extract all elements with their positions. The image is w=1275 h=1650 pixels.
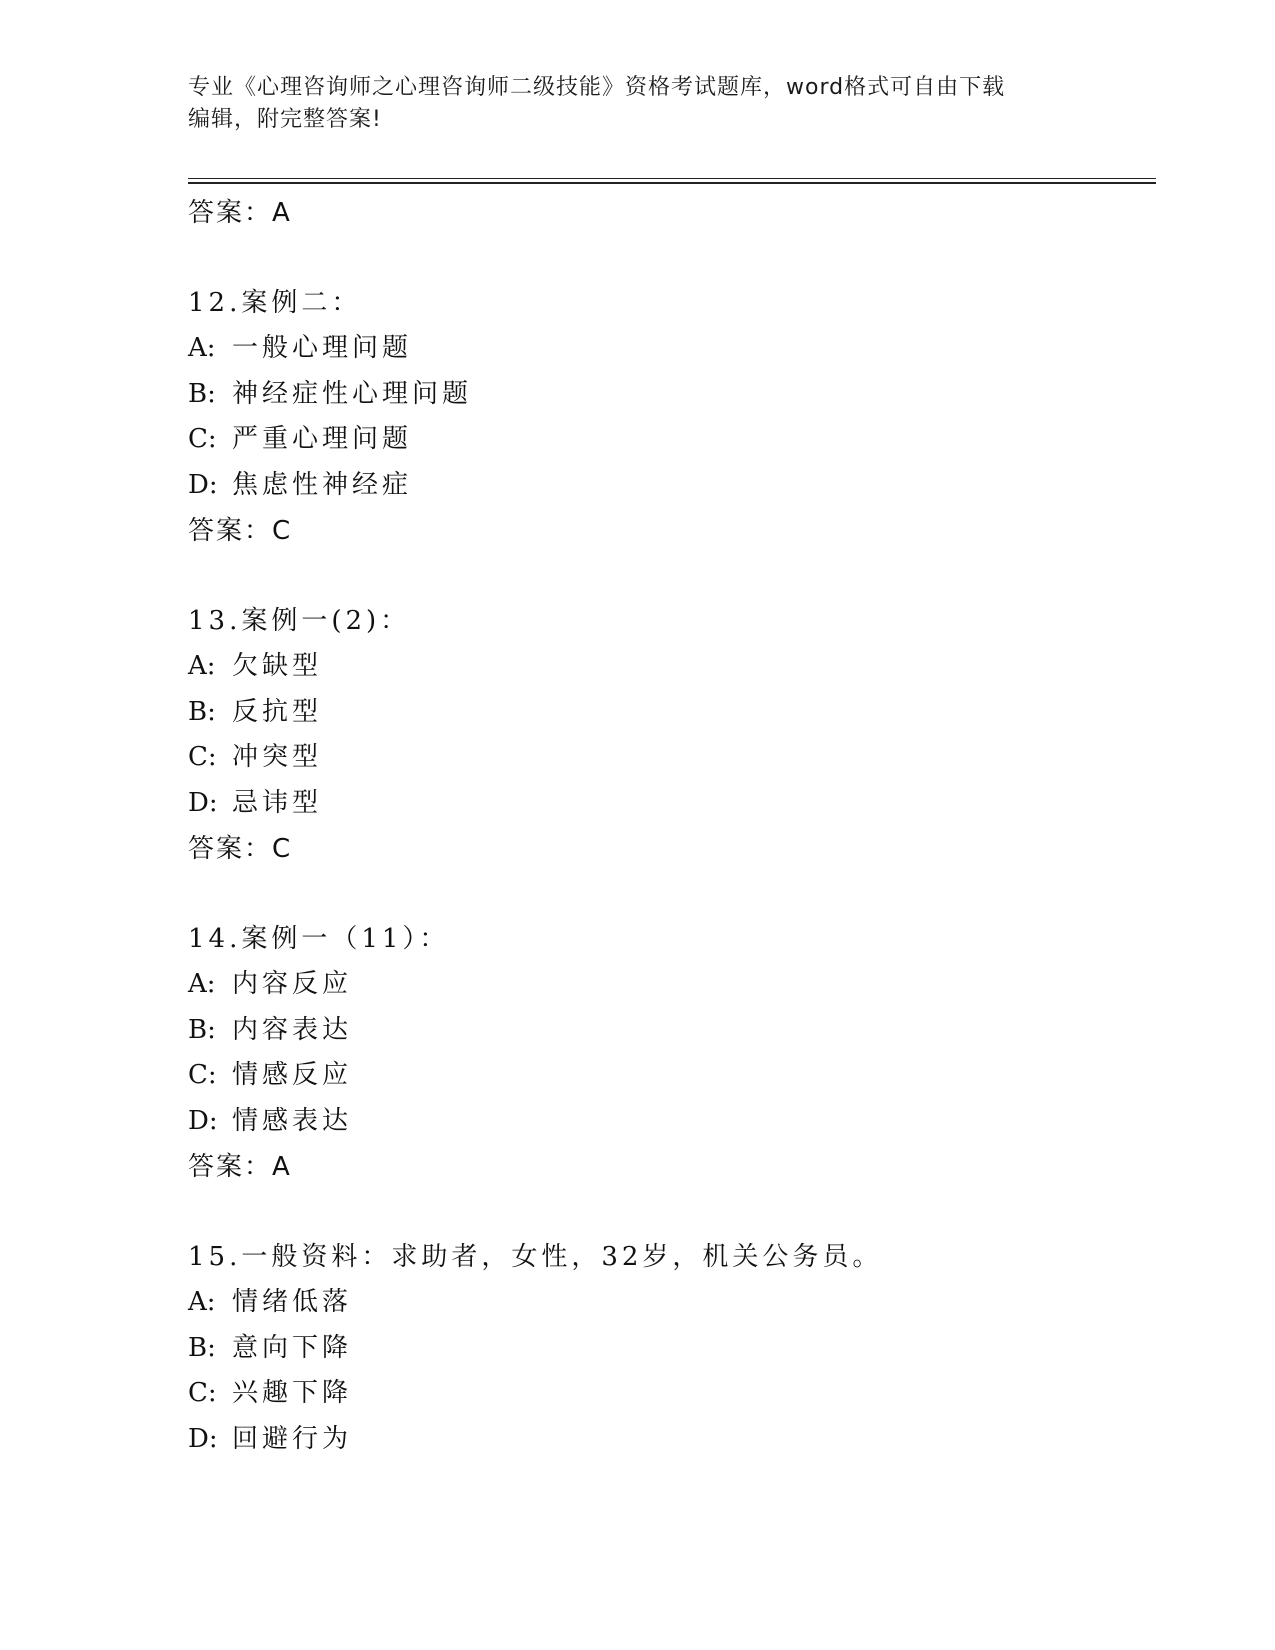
option-letter: D: [188, 469, 218, 500]
option-b [188, 1326, 1148, 1372]
option-letter: C: [188, 742, 217, 772]
option-b [188, 1008, 1148, 1054]
option-a [188, 644, 1148, 690]
answer-line: 答案：A [188, 1152, 292, 1182]
question-title: 13.案例一(2)： [188, 606, 411, 636]
option-text: 内容表达 [232, 1014, 353, 1045]
option-d [188, 1099, 1148, 1145]
question-block [188, 598, 1148, 872]
option-text: 情绪低落 [232, 1287, 353, 1317]
option-text: 反抗型 [232, 696, 323, 727]
option-c [188, 1053, 1148, 1099]
option-text: 欠缺型 [232, 651, 323, 681]
spacer [188, 236, 1148, 280]
option-text: 兴趣下降 [232, 1378, 353, 1408]
answer-line: 答案：A [188, 198, 292, 228]
option-letter: A: [188, 333, 216, 363]
question-title: 12.案例二： [188, 288, 362, 318]
option-text: 情感反应 [232, 1060, 353, 1090]
option-text: 严重心理问题 [232, 424, 413, 454]
option-letter: B: [188, 378, 216, 409]
spacer [188, 1190, 1148, 1234]
option-a [188, 1280, 1148, 1326]
option-text: 意向下降 [232, 1332, 353, 1363]
option-letter: C: [188, 424, 217, 454]
option-letter: A: [188, 1287, 216, 1317]
option-d [188, 781, 1148, 827]
option-letter: D: [188, 787, 218, 818]
option-letter: B: [188, 1014, 216, 1045]
option-a [188, 962, 1148, 1008]
option-c [188, 417, 1148, 463]
question-title: 15.一般资料：求助者，女性，32岁，机关公务员。 [188, 1242, 883, 1272]
answer-line: 答案：C [188, 516, 293, 546]
option-letter: C: [188, 1378, 217, 1408]
option-text: 一般心理问题 [232, 333, 413, 363]
spacer [188, 554, 1148, 598]
question-block [188, 280, 1148, 554]
option-letter: C: [188, 1060, 217, 1090]
question-block [188, 1234, 1148, 1462]
option-c [188, 1371, 1148, 1417]
option-letter: D: [188, 1423, 218, 1454]
option-text: 焦虑性神经症 [232, 469, 413, 500]
option-d [188, 463, 1148, 509]
option-b [188, 690, 1148, 736]
question-title: 14.案例一（11）： [188, 924, 450, 954]
option-letter: A: [188, 969, 216, 999]
option-letter: D: [188, 1105, 218, 1136]
spacer [188, 872, 1148, 916]
option-text: 情感表达 [232, 1105, 353, 1136]
header-line-1: 专业《心理咨询师之心理咨询师二级技能》资格考试题库，word格式可自由下载 [188, 75, 1006, 100]
question-block [188, 916, 1148, 1190]
header-line-2: 编辑，附完整答案! [188, 107, 382, 132]
option-text: 忌讳型 [232, 787, 323, 818]
option-text: 冲突型 [232, 742, 323, 772]
option-d [188, 1417, 1148, 1463]
option-text: 内容反应 [232, 969, 353, 999]
option-a [188, 326, 1148, 372]
header-divider-top [188, 178, 1156, 179]
option-c [188, 735, 1148, 781]
option-text: 神经症性心理问题 [232, 378, 473, 409]
header-divider-bottom [188, 182, 1156, 184]
option-b [188, 372, 1148, 418]
option-letter: A: [188, 651, 216, 681]
answer-line: 答案：C [188, 834, 293, 864]
option-letter: B: [188, 696, 216, 727]
question-list [188, 190, 1148, 1462]
option-text: 回避行为 [232, 1423, 353, 1454]
document-header [188, 72, 1088, 136]
option-letter: B: [188, 1332, 216, 1363]
